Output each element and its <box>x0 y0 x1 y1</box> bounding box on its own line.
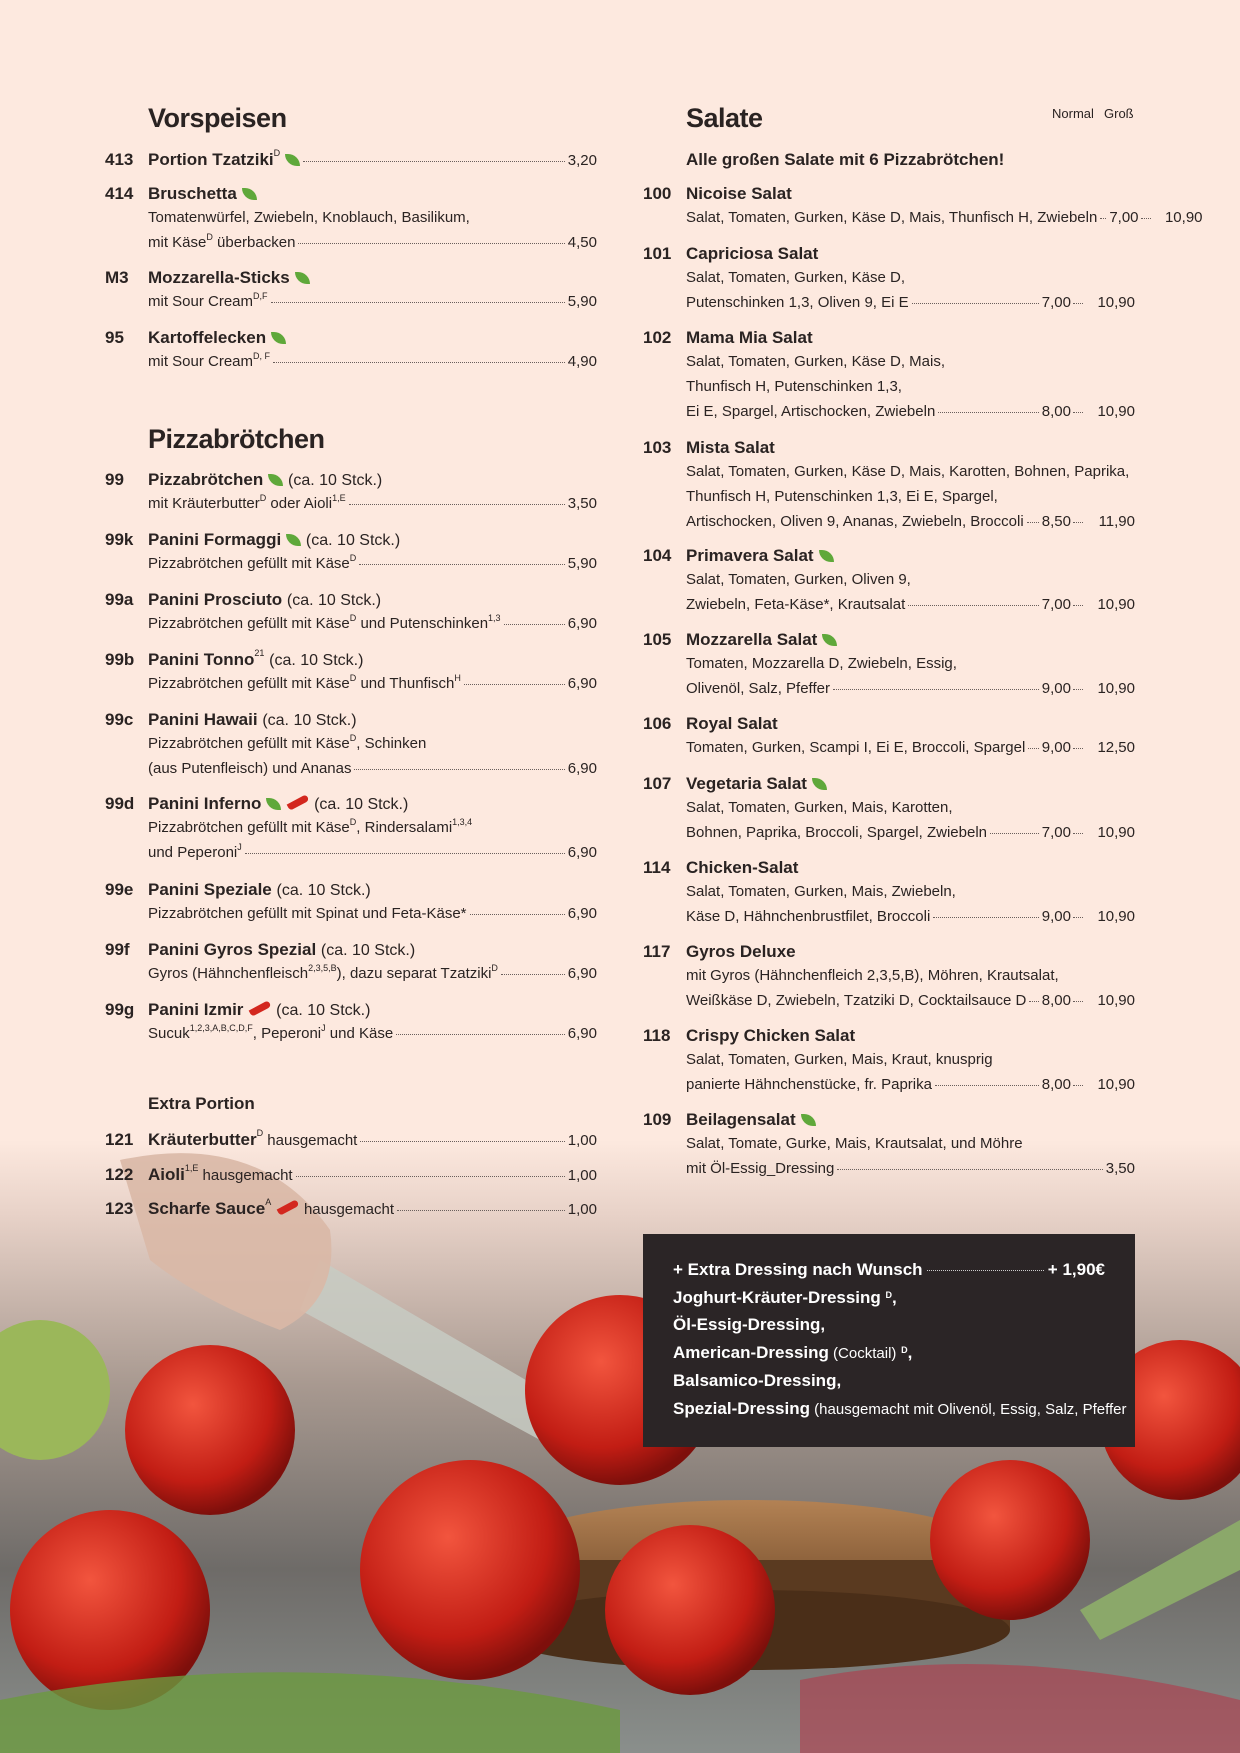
item-number: 413 <box>105 150 134 169</box>
salate-subtitle: Alle großen Salate mit 6 Pizzabrötchen! <box>686 150 1005 169</box>
item-number: 95 <box>105 328 124 347</box>
item-price: 1,00 <box>567 1167 597 1184</box>
item-description: mit Öl-Essig_Dressing <box>686 1160 835 1177</box>
item-price: 6,90 <box>567 675 597 692</box>
leaf-icon <box>266 798 281 810</box>
item-description: Bohnen, Paprika, Broccoli, Spargel, Zwiebeln <box>686 824 987 841</box>
section-title-pizzabroetchen: Pizzabrötchen <box>148 424 325 454</box>
chili-icon <box>287 794 310 811</box>
item-number: 109 <box>643 1110 672 1129</box>
item-name: Capriciosa Salat <box>686 244 819 263</box>
dressing-option: American-Dressing <box>673 1342 829 1362</box>
item-name: Mama Mia Salat <box>686 328 813 347</box>
item-price: 1,00 <box>567 1132 597 1149</box>
item-name: Primavera Salat <box>686 546 814 565</box>
item-name: Beilagensalat <box>686 1110 796 1129</box>
item-description: Salat, Tomaten, Gurken, Mais, Karotten, <box>686 799 953 816</box>
item-description: Salat, Tomaten, Gurken, Mais, Kraut, knusprig <box>686 1051 993 1068</box>
price-gross: 10,90 <box>1097 403 1135 420</box>
item-number: 99 <box>105 470 124 489</box>
item-number: 114 <box>643 858 671 877</box>
item-price: 6,90 <box>567 905 597 922</box>
item-price: 5,90 <box>567 555 597 572</box>
item-name: Vegetaria Salat <box>686 774 807 793</box>
item-number: 118 <box>643 1026 671 1045</box>
item-name: Panini Inferno <box>148 794 262 813</box>
item-name: Aioli <box>148 1165 185 1184</box>
item-number: 100 <box>643 184 672 203</box>
item-name: Mista Salat <box>686 438 775 457</box>
item-price: 4,90 <box>567 353 597 370</box>
section-title-vorspeisen: Vorspeisen <box>148 103 287 133</box>
item-price: 6,90 <box>567 965 597 982</box>
price-gross: 10,90 <box>1097 824 1135 841</box>
leaf-icon <box>812 778 827 790</box>
price-gross: 10,90 <box>1097 992 1135 1009</box>
price-normal: 9,00 <box>1041 680 1071 697</box>
item-name: Crispy Chicken Salat <box>686 1026 856 1045</box>
item-number: 99a <box>105 590 134 609</box>
dressing-option: Öl-Essig-Dressing, <box>673 1315 826 1334</box>
price-normal: 7,00 <box>1041 294 1071 311</box>
item-number: 99g <box>105 1000 135 1019</box>
item-name: Kartoffelecken <box>148 328 267 347</box>
item-name: Mozzarella Salat <box>686 630 818 649</box>
item-description: Salat, Tomaten, Gurken, Käse D, <box>686 269 906 286</box>
item-description: Olivenöl, Salz, Pfeffer <box>686 680 830 697</box>
item-name: Panini Gyros Spezial <box>148 940 317 959</box>
item-name: Royal Salat <box>686 714 778 733</box>
price-gross: 11,90 <box>1098 513 1135 530</box>
item-number: 121 <box>105 1130 134 1149</box>
price-normal: 8,00 <box>1041 992 1071 1009</box>
item-description: Tomaten, Mozzarella D, Zwiebeln, Essig, <box>686 655 957 672</box>
item-number: 104 <box>643 546 672 565</box>
item-price: 5,90 <box>567 293 597 310</box>
leaf-icon <box>295 272 310 284</box>
item-price: 6,90 <box>567 615 597 632</box>
item-price: 3,50 <box>1105 1160 1135 1177</box>
item-name: Bruschetta <box>148 184 237 203</box>
item-description: mit Gyros (Hähnchenfleich 2,3,5,B), Möhren, Krautsalat, <box>686 967 1059 984</box>
item-price: 6,90 <box>567 1025 597 1042</box>
chili-icon <box>277 1199 300 1216</box>
item-number: 99k <box>105 530 134 549</box>
item-number: 123 <box>105 1199 134 1218</box>
item-name: Kräuterbutter <box>148 1130 257 1149</box>
item-number: 105 <box>643 630 672 649</box>
item-number: 99d <box>105 794 135 813</box>
price-normal: 7,00 <box>1041 824 1071 841</box>
item-name: Mozzarella-Sticks <box>148 268 290 287</box>
item-description: Salat, Tomaten, Gurken, Käse D, Mais, Thunfisch H, Zwiebeln <box>686 209 1098 226</box>
leaf-icon <box>286 534 301 546</box>
item-description: Thunfisch H, Putenschinken 1,3, Ei E, Spargel, <box>686 488 998 505</box>
price-gross: 10,90 <box>1097 908 1135 925</box>
item-description: Tomatenwürfel, Zwiebeln, Knoblauch, Basilikum, <box>148 209 470 226</box>
item-description: Käse D, Hähnchenbrustfilet, Broccoli <box>686 908 931 925</box>
item-number: 99c <box>105 710 134 729</box>
item-name: Gyros Deluxe <box>686 942 796 961</box>
item-description: Salat, Tomate, Gurke, Mais, Krautsalat, und Möhre <box>686 1135 1023 1152</box>
leaf-icon <box>822 634 837 646</box>
item-name: Panini Formaggi <box>148 530 282 549</box>
price-gross: 10,90 <box>1097 680 1135 697</box>
item-description: Salat, Tomaten, Gurken, Oliven 9, <box>686 571 911 588</box>
leaf-icon <box>271 332 286 344</box>
item-name: Scharfe Sauce <box>148 1199 266 1218</box>
item-description: Ei E, Spargel, Artischocken, Zwiebeln <box>686 403 936 420</box>
price-gross: 10,90 <box>1164 209 1203 226</box>
price-normal: 9,00 <box>1041 739 1071 756</box>
section-title-extra: Extra Portion <box>148 1094 255 1113</box>
item-number: 99b <box>105 650 135 669</box>
item-name: Panini Prosciuto <box>148 590 283 609</box>
price-gross: 10,90 <box>1097 596 1135 613</box>
item-number: 99f <box>105 940 130 959</box>
item-description: Salat, Tomaten, Gurken, Käse D, Mais, Karotten, Bohnen, Paprika, <box>686 463 1130 480</box>
dressing-price: + 1,90€ <box>1047 1260 1105 1279</box>
leaf-icon <box>242 188 257 200</box>
item-number: 103 <box>643 438 672 457</box>
item-price: 6,90 <box>567 844 597 861</box>
item-description: panierte Hähnchenstücke, fr. Paprika <box>686 1076 932 1093</box>
price-normal: 8,00 <box>1041 1076 1071 1093</box>
item-description: Thunfisch H, Putenschinken 1,3, <box>686 378 902 395</box>
item-price: 1,00 <box>567 1201 597 1218</box>
item-name: Portion Tzatziki <box>148 150 274 169</box>
item-price: 4,50 <box>567 234 597 251</box>
item-name: Panini Izmir <box>148 1000 244 1019</box>
price-normal: 8,00 <box>1041 403 1071 420</box>
leaf-icon <box>819 550 834 562</box>
item-description: Weißkäse D, Zwiebeln, Tzatziki D, Cocktailsauce D <box>686 992 1027 1009</box>
column-header-normal: Normal <box>1052 106 1094 121</box>
item-number: M3 <box>105 268 129 287</box>
column-header-gross: Groß <box>1104 106 1134 121</box>
item-name: Chicken-Salat <box>686 858 799 877</box>
item-name: Nicoise Salat <box>686 184 792 203</box>
item-number: 106 <box>643 714 672 733</box>
item-number: 414 <box>105 184 134 203</box>
item-price: 3,20 <box>567 152 597 169</box>
price-gross: 10,90 <box>1097 294 1135 311</box>
chili-icon <box>249 1000 272 1017</box>
item-description: Salat, Tomaten, Gurken, Mais, Zwiebeln, <box>686 883 956 900</box>
price-normal: 7,00 <box>1109 209 1139 226</box>
leaf-icon <box>801 1114 816 1126</box>
item-number: 102 <box>643 328 672 347</box>
item-number: 107 <box>643 774 672 793</box>
item-number: 117 <box>643 942 671 961</box>
dressing-option: Joghurt-Kräuter-Dressing <box>673 1287 881 1307</box>
price-normal: 9,00 <box>1041 908 1071 925</box>
item-name: Panini Hawaii <box>148 710 258 729</box>
dressing-option: Balsamico-Dressing, <box>673 1371 842 1390</box>
leaf-icon <box>285 154 300 166</box>
item-number: 101 <box>643 244 672 263</box>
item-description: Salat, Tomaten, Gurken, Käse D, Mais, <box>686 353 946 370</box>
section-title-salate: Salate <box>686 103 763 133</box>
price-normal: 8,50 <box>1041 513 1071 530</box>
price-gross: 10,90 <box>1097 1076 1135 1093</box>
item-name: Panini Tonno <box>148 650 255 669</box>
item-name: Panini Speziale <box>148 880 272 899</box>
item-price: 6,90 <box>567 760 597 777</box>
item-price: 3,50 <box>567 495 597 512</box>
item-number: 122 <box>105 1165 134 1184</box>
dressing-option: Spezial-Dressing <box>673 1398 810 1418</box>
item-description: Zwiebeln, Feta-Käse*, Krautsalat <box>686 596 906 613</box>
dressing-box: + Extra Dressing nach Wunsch + 1,90€ Joghurt-Kräuter-Dressing $^D$, Öl-Essig-Dressing, American-Dressing (Cocktail) $^D$, Balsamico-Dressing, Spezial-Dressing (hausgemacht mit Olivenöl, Essig, Salz, Pfeffer <box>643 1234 1135 1447</box>
price-gross: 12,50 <box>1097 739 1135 756</box>
price-normal: 7,00 <box>1041 596 1071 613</box>
item-description: Putenschinken 1,3, Oliven 9, Ei E <box>686 294 909 311</box>
leaf-icon <box>268 474 283 486</box>
item-number: 99e <box>105 880 134 899</box>
item-description: Tomaten, Gurken, Scampi I, Ei E, Broccoli, Spargel <box>686 739 1026 756</box>
item-description: Artischocken, Oliven 9, Ananas, Zwiebeln, Broccoli <box>686 513 1024 530</box>
item-name: Pizzabrötchen <box>148 470 264 489</box>
dressing-header: + Extra Dressing nach Wunsch <box>673 1260 923 1279</box>
